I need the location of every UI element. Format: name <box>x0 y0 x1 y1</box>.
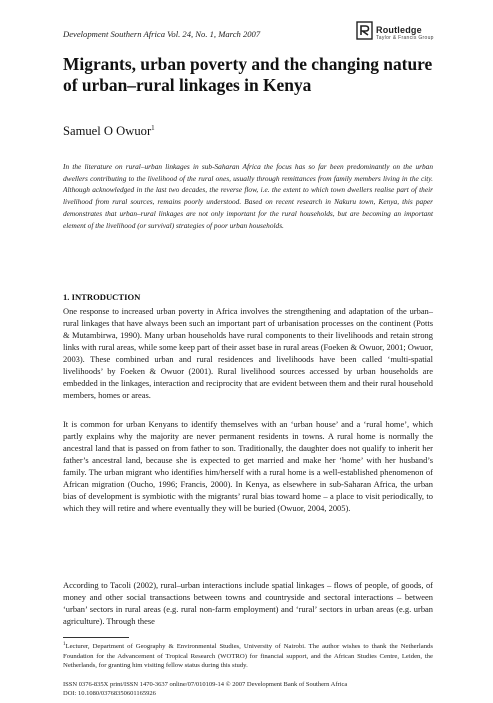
author-name <box>63 124 155 139</box>
body-paragraph: According to Tacoli (2002), rural–urban interactions include spatial linkages – flows of people, of goods, of money and other social transactions between towns and countryside and sectoral interactions – between ‘urban’ sectors in rural areas (e.g. rural non-farm employment) and ‘rural’ sectors in urban areas (e.g. urban agriculture). Through these <box>63 580 433 627</box>
publisher-logo-subtext: Taylor & Francis Group <box>376 35 434 41</box>
author-name-text: Samuel O Owuor <box>63 124 152 139</box>
footnote <box>63 640 433 670</box>
article-title: Migrants, urban poverty and the changing nature of urban–rural linkages in Kenya <box>63 54 433 95</box>
body-paragraph: It is common for urban Kenyans to identify themselves with an ‘urban house’ and a ‘rural home’, which partly explains why the majority are never permanent residents in towns. A rural home is normally the ancestral land that is passed on from father to son. Traditionally, the daughter does not qualify to inherit her father’s ancestral land, because she is expected to get married and make her ‘home’ with her husband’s family. The urban migrant who identifies him/herself with a rural home is a well-established phenomenon of African migration (Oucho, 1996; Francis, 2000). In Kenya, as elsewhere in sub-Saharan Africa, the urban bias of development is symbiotic with the migrants’ rural bias toward home – a place to visit periodically, to which they will retire and where eventually they will be buried (Owuor, 2004, 2005). <box>63 419 433 514</box>
footnote-text: Lecturer, Department of Geography & Environmental Studies, University of Nairobi. The author wishes to thank the Netherlands Foundation for the Advancement of Tropical Research (WOTRO) for financial support, and the African Studies Centre, Leiden, the Netherlands, for granting him visiting fellow status during this study. <box>63 643 433 670</box>
publication-info <box>63 680 433 698</box>
article-page <box>63 0 433 703</box>
doi-line: DOI: 10.1080/03768350601165926 <box>63 690 156 697</box>
author-footnote-mark: 1 <box>151 124 155 132</box>
body-paragraph: One response to increased urban poverty in Africa involves the strengthening and adaptation of the urban–rural linkages that have always been such an important part of urbanisation processes on the continent (Potts & Mutambirwa, 1990). Many urban households have rural components to their livelihoods and retain strong links with rural areas, while some keep part of their asset base in rural areas (Foeken & Owuor, 2001; Owuor, 2003). These combined urban and rural residences and livelihoods have been called ‘multi-spatial livelihoods’ by Foeken & Owuor (2001). Rural livelihood sources accessed by urban households are embedded in the linkages, interaction and reciprocity that are evident between them and their rural household members, homes or areas. <box>63 306 433 401</box>
journal-citation: Development Southern Africa Vol. 24, No. 1, March 2007 <box>63 29 261 39</box>
publisher-logo <box>356 20 442 42</box>
publisher-logo-text: Routledge <box>376 25 422 35</box>
abstract: In the literature on rural–urban linkages in sub-Saharan Africa the focus has so far been predominantly on the urban dwellers contributing to the livelihood of the rural ones, usually through remittances from family members living in the city. Although acknowledged in the last two decades, the reverse flow, i.e. the extent to which town dwellers realise part of their livelihood from rural sources, remains poorly understood. Based on recent research in Nakuru town, Kenya, this paper demonstrates that urban–rural linkages are not only important for the rural households, but are becoming an important element of the livelihood (or survival) strategies of poor urban households. <box>63 162 433 230</box>
footnote-mark: 1 <box>63 642 66 647</box>
section-heading: 1. INTRODUCTION <box>63 292 141 302</box>
footnote-divider <box>63 637 129 638</box>
routledge-logo-icon <box>356 21 373 40</box>
issn-line: ISSN 0376-835X print/ISSN 1470-3637 online/07/010109-14 © 2007 Development Bank of Southern Africa <box>63 681 348 688</box>
